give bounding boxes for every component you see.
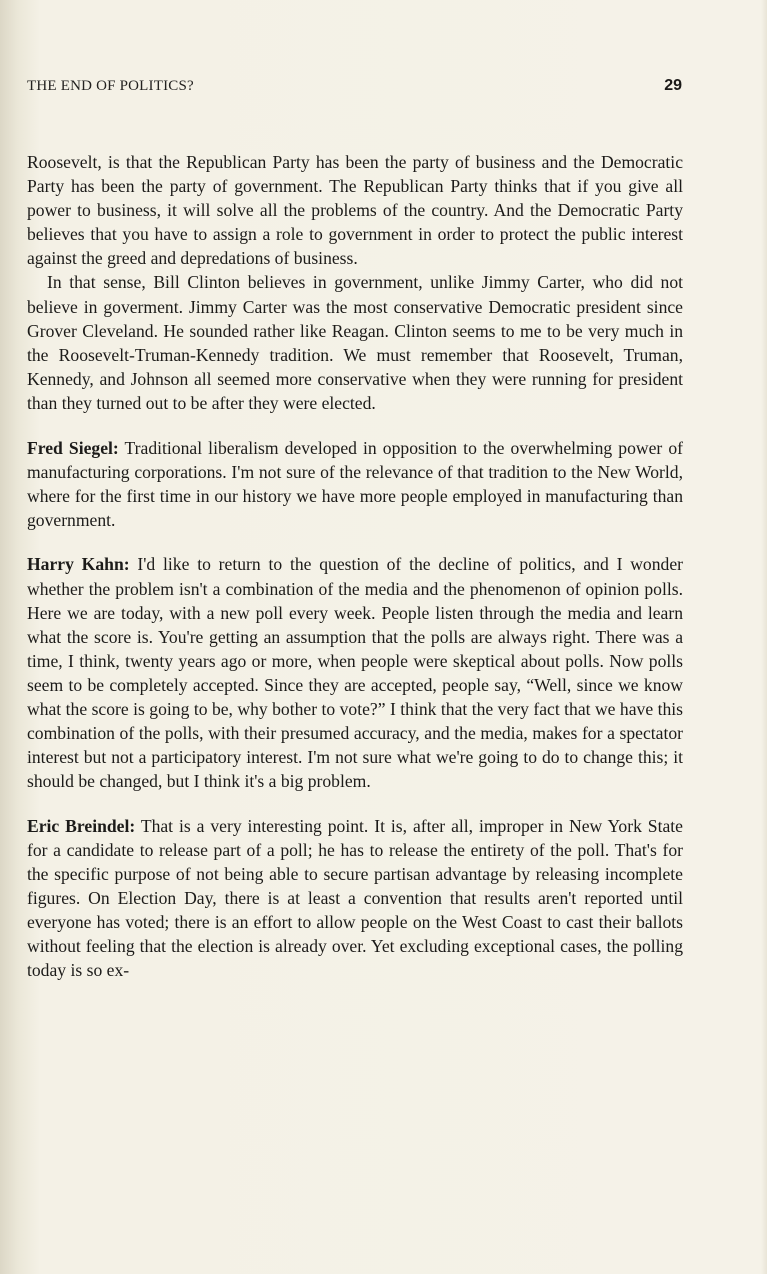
speaker-name: Fred Siegel: [27, 437, 119, 458]
speaker-name: Harry Kahn: [27, 554, 130, 575]
paragraph-text: Traditional liberalism developed in opposition to the overwhelming power of manufacturing corporations. I'm not sure of the relevance of that tradition to the New World, where for the first time in our history we have more people employed in manufacturing than government. [27, 437, 683, 530]
speaker-name: Eric Breindel: [27, 815, 136, 836]
running-head [27, 78, 682, 100]
paragraph-text: In that sense, Bill Clinton believes in government, unlike Jimmy Carter, who did not believe in goverment. Jimmy Carter was the most conservative Democratic president since Grover Cleveland. He sounded rather like Reagan. Clinton seems to me to be very much in the Roosevelt-Truman-Kennedy tradition. We must remember that Roosevelt, Truman, Kennedy, and Johnson all seemed more conservative when they were running for president than they turned out to be after they were elected. [27, 272, 683, 413]
paragraph-harry-kahn [27, 552, 683, 793]
paragraph-text: I'd like to return to the question of the decline of politics, and I wonder whether the problem isn't a combination of the media and the phenomenon of opinion polls. Here we are today, with a new poll every week. People listen through the media and learn what the score is. You're getting an assumption that the polls are always right. There was a time, I think, twenty years ago or more, when people were skeptical about polls. Now polls seem to be completely accepted. Since they are accepted, people say, “Well, since we know what the score is going to be, why bother to vote?” I think that the very fact that we have this combination of the polls, with their presumed accuracy, and the media, makes for a spectator interest but not a participatory interest. I'm not sure what we're going to do to change this; it should be changed, but I think it's a big problem. [27, 554, 683, 792]
paragraph-eric-breindel [27, 814, 683, 983]
paragraph-text: Roosevelt, is that the Republican Party has been the party of business and the Democratic Party has been the party of government. The Republican Party thinks that if you give all power to business, it will solve all the problems of the country. And the Democratic Party believes that you have to assign a role to government in order to protect the public interest against the greed and depredations of business. [27, 152, 683, 269]
paragraph-fred-siegel [27, 436, 683, 532]
body-text [27, 150, 683, 983]
page-edge [761, 0, 767, 1274]
paragraph-continuation [27, 150, 683, 270]
paragraph-clinton [27, 270, 683, 415]
page-number: 29 [664, 77, 682, 94]
paragraph-text: That is a very interesting point. It is, after all, improper in New York State for a candidate to release part of a poll; he has to release the entirety of the poll. That's for the specific purpose of not being able to secure partisan advantage by releasing incomplete figures. On Election Day, there is at least a convention that results aren't reported until everyone has voted; there is an effort to allow people on the West Coast to cast their ballots without feeling that the election is already over. Yet excluding exceptional cases, the polling today is so ex- [27, 815, 683, 981]
running-title: THE END OF POLITICS? [27, 78, 194, 94]
